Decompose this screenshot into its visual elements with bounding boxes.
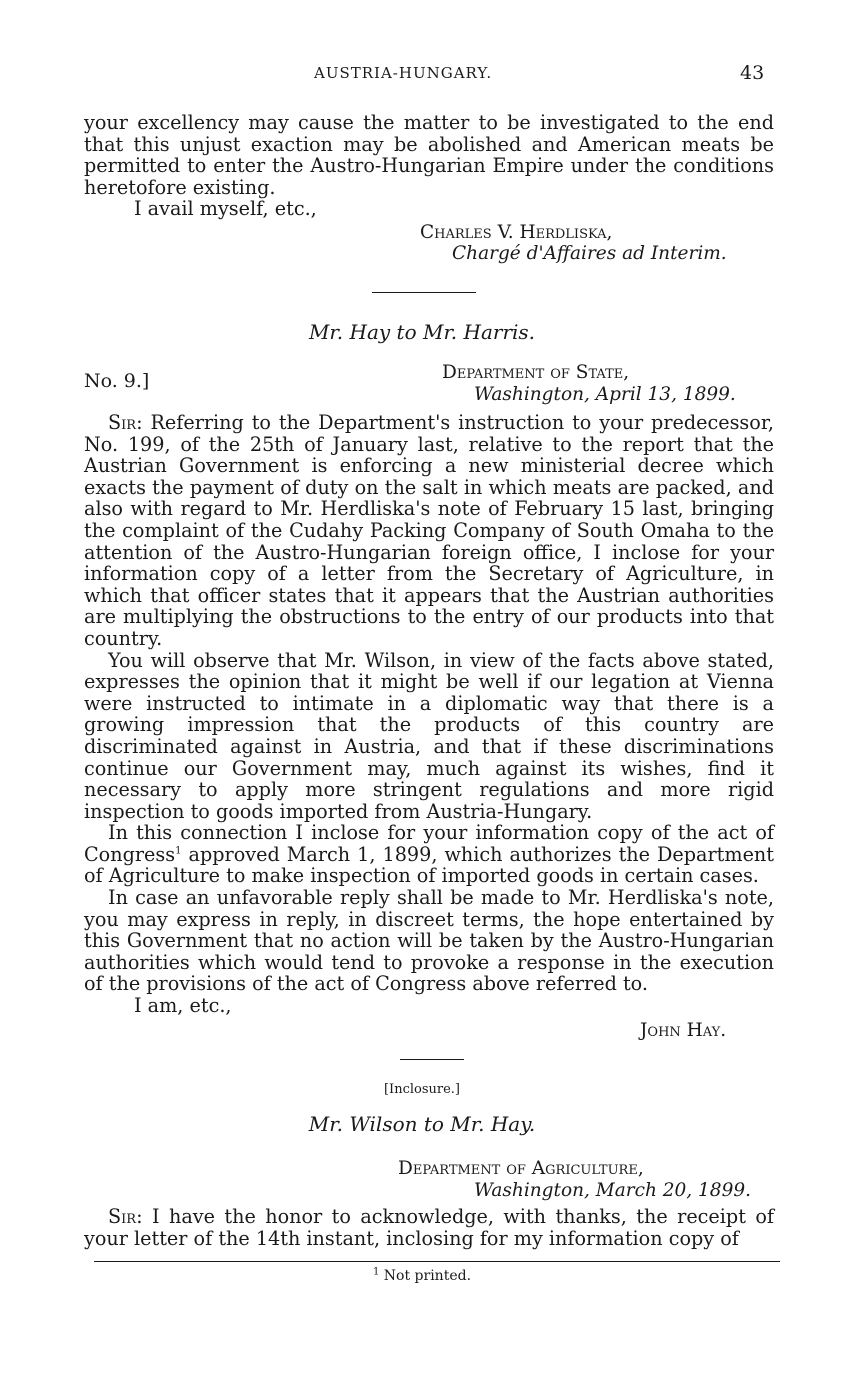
place-date: Washington, March 20, 1899. — [474, 1180, 752, 1201]
footnote-rule — [94, 1261, 780, 1262]
department-name: Department of State, — [442, 362, 630, 383]
footnote-marker: 1 — [372, 1266, 380, 1278]
letter-continuation — [84, 112, 774, 220]
inclosure-body — [84, 1206, 774, 1249]
salutation: Sir: — [108, 411, 143, 434]
closing-line: I am, etc., — [134, 994, 232, 1018]
closing-line: I avail myself, etc., — [134, 197, 317, 221]
footnote-reference: 1 — [175, 845, 182, 857]
inclosure-label: [Inclosure.] — [383, 1082, 460, 1097]
continuation-paragraph: your excellency may cause the matter to be investigated to the end that this unjust exaction may be abolished and American meats be permitted to enter the Austro-Hungarian Empire under the conditions heretofore existing. — [84, 111, 774, 199]
department-name: Department of Agriculture, — [398, 1158, 644, 1179]
section-divider — [400, 1059, 464, 1060]
paragraph-4: In case an unfavorable reply shall be made to Mr. Herdliska's note, you may express in reply, in discreet terms, the hope entertained by this Government that no action will be taken by the Austro-Hungarian authorities which would tend to provoke a response in the execution of the provisions of the act of Congress above referred to. — [84, 886, 774, 996]
salutation: Sir: — [108, 1205, 143, 1228]
footnote — [0, 1268, 844, 1284]
paragraph-3 — [84, 822, 774, 887]
paragraph-1-text: Referring to the Department's instruction to your predecessor, No. 199, of the 25th of January last, relative to the report that the Austrian Government is enforcing a new ministerial decree which exacts the payment of duty on the salt in which meats are packed, and also with regard to Mr. Herdliska's note of February 15 last, bringing the complaint of the Cudahy Packing Company of South Omaha to the attention of the Austro-Hungarian foreign office, I inclose for your information copy of a letter from the Secretary of Agriculture, in which that officer states that it appears that the Austrian authorities are multiplying the obstructions to the entry of our products into that country. — [84, 411, 774, 650]
inclosure-heading: Mr. Wilson to Mr. Hay. — [308, 1112, 536, 1136]
paragraph-1 — [84, 1206, 774, 1249]
paragraph-3-text-a: In this connection I inclose for your information copy of the act of Congress — [84, 821, 774, 866]
letter-heading: Mr. Hay to Mr. Harris. — [308, 320, 536, 344]
footnote-text: Not printed. — [379, 1268, 472, 1284]
paragraph-1 — [84, 412, 774, 650]
paragraph-3-text-b: approved March 1, 1899, which authorizes the Department of Agriculture to make inspection of imported goods in certain cases. — [84, 842, 774, 888]
running-head: AUSTRIA-HUNGARY. — [314, 64, 493, 82]
letter-number: No. 9.] — [84, 370, 150, 392]
signer-name: Charles V. Herdliska, — [420, 222, 613, 243]
page-number: 43 — [740, 62, 765, 84]
page-header — [0, 62, 844, 86]
place-date: Washington, April 13, 1899. — [474, 384, 736, 405]
paragraph-1-text: I have the honor to acknowledge, with thanks, the receipt of your letter of the 14th instant, inclosing for my information copy of — [84, 1205, 774, 1250]
section-divider — [372, 292, 476, 293]
signer-name: John Hay. — [640, 1020, 727, 1041]
letter-body — [84, 412, 774, 1017]
paragraph-2: You will observe that Mr. Wilson, in view of the facts above stated, expresses the opinion that it might be well if our legation at Vienna were instructed to intimate in a diplomatic way that there is a growing impression that the products of this country are discriminated against in Austria, and that if these discriminations continue our Government may, much against its wishes, find it necessary to apply more stringent regulations and more rigid inspection to goods imported from Austria-Hungary. — [84, 648, 774, 823]
signer-title: Chargé d'Affaires ad Interim. — [452, 243, 727, 264]
